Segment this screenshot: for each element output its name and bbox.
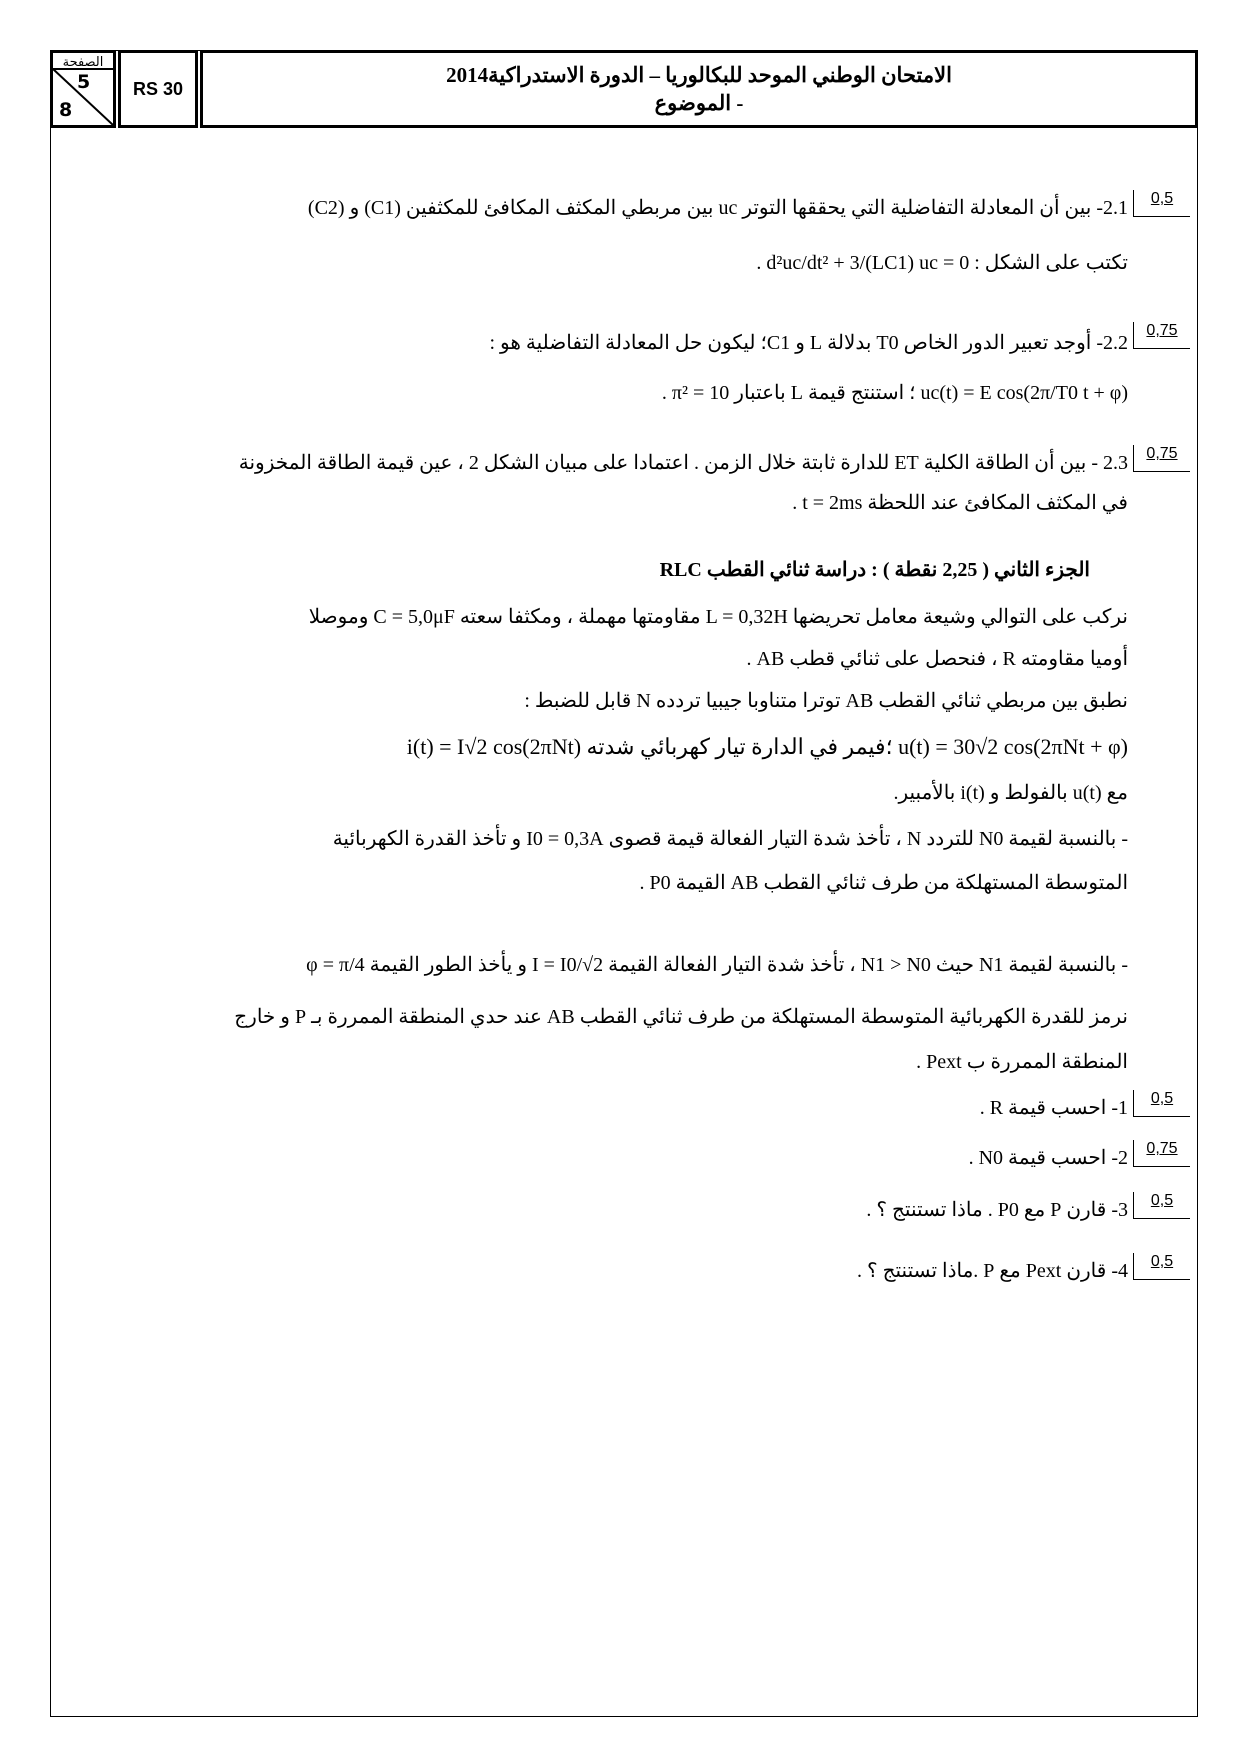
part2-p7: المتوسطة المستهلكة من طرف ثنائي القطب AB القيمة P0 .: [639, 872, 1128, 894]
mark-sq3: 0,5: [1133, 1192, 1190, 1219]
mark-q22: 0,75: [1133, 322, 1190, 349]
part2-p5: مع u(t) بالفولط و i(t) بالأمبير.: [893, 782, 1128, 804]
q23-line1: 2.3 - بين أن الطاقة الكلية ET للدارة ثابتة خلال الزمن . اعتمادا على مبيان الشكل 2 ، عين قيمة الطاقة المخزونة: [238, 452, 1128, 474]
part2-p1: نركب على التوالي وشيعة معامل تحريضها L = 0,32H مقاومتها مهملة ، ومكثفا سعته C = 5,0μF وموصلا: [308, 606, 1128, 628]
title-box: [200, 50, 1198, 128]
q23-line2: في المكثف المكافئ عند اللحظة t = 2ms .: [792, 492, 1128, 514]
exam-header: [50, 50, 1198, 128]
part2-p9: نرمز للقدرة الكهربائية المتوسطة المستهلكة من طرف ثنائي القطب AB عند حدي المنطقة الممررة بـ P و خارج: [234, 1006, 1128, 1028]
q22-line1: 2.2- أوجد تعبير الدور الخاص T0 بدلالة L و C1؛ ليكون حل المعادلة التفاضلية هو :: [489, 332, 1128, 354]
sq2-text: 2- احسب قيمة N0 .: [968, 1147, 1128, 1169]
mark-sq1: 0,5: [1133, 1090, 1190, 1117]
part2-p4: u(t) = 30√2 cos(2πNt + φ) ؛فيمر في الدارة تيار كهربائي شدته i(t) = I√2 cos(2πNt): [406, 734, 1128, 759]
sq1-text: 1- احسب قيمة R .: [979, 1097, 1128, 1119]
q21-line1: 2.1- بين أن المعادلة التفاضلية التي يحققها التوتر uc بين مربطي المكثف المكافئ للمكثفين (C1) و (C2): [307, 197, 1128, 219]
part2-p8: - بالنسبة لقيمة N1 حيث N1 > N0 ، تأخذ شدة التيار الفعالة القيمة I = I0/√2 و يأخذ الطور القيمة φ = π/4: [306, 954, 1128, 976]
page-total: 8: [59, 99, 73, 121]
exam-code: RS 30: [118, 50, 198, 128]
part2-p2: أوميا مقاومته R ، فنحصل على ثنائي قطب AB .: [746, 648, 1128, 670]
q21-line2: تكتب على الشكل : d²uc/dt² + 3/(LC1) uc = 0 .: [756, 252, 1128, 274]
page-number-box: [50, 50, 116, 128]
part2-heading: الجزء الثاني ( 2,25 نقطة ) : دراسة ثنائي القطب RLC: [659, 559, 1090, 581]
mark-q21: 0,5: [1133, 190, 1190, 217]
page-current: 5: [77, 71, 91, 93]
q22-line2: uc(t) = E cos(2π/T0 t + φ) ؛ استنتج قيمة L باعتبار π² = 10 .: [661, 382, 1128, 404]
sq4-text: 4- قارن Pext مع P .ماذا تستنتج ؟ .: [856, 1260, 1128, 1282]
part2-p6: - بالنسبة لقيمة N0 للتردد N ، تأخذ شدة التيار الفعالة قيمة قصوى I0 = 0,3A و تأخذ القدرة الكهربائية: [332, 828, 1128, 850]
sq3-text: 3- قارن P مع P0 . ماذا تستنتج ؟ .: [866, 1199, 1128, 1221]
mark-sq4: 0,5: [1133, 1253, 1190, 1280]
part2-p10: المنطقة الممررة ب Pext .: [916, 1051, 1128, 1073]
part2-p3: نطبق بين مربطي ثنائي القطب AB توترا متناوبا جيبيا تردده N قابل للضبط :: [524, 690, 1128, 712]
mark-q23: 0,75: [1133, 445, 1190, 472]
page-label: الصفحة: [62, 55, 104, 70]
mark-sq2: 0,75: [1133, 1140, 1190, 1167]
exam-subtitle: - الموضوع: [654, 91, 744, 115]
exam-title: الامتحان الوطني الموحد للبكالوريا – الدورة الاستدراكية2014: [446, 62, 952, 87]
